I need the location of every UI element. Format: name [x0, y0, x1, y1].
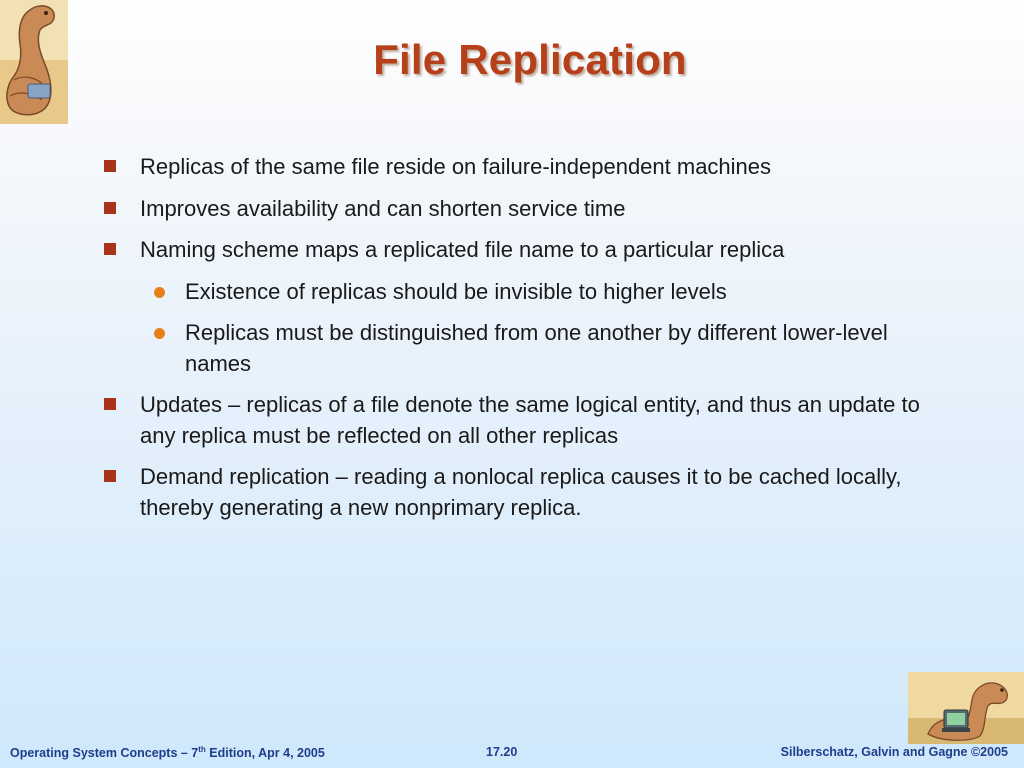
square-bullet-icon — [104, 470, 116, 482]
bullet-item — [100, 390, 920, 451]
sub-bullet-text: Existence of replicas should be invisible to higher levels — [185, 278, 727, 304]
bullet-text: Naming scheme maps a replicated file name to a particular replica — [140, 237, 785, 262]
bullet-text: Improves availability and can shorten service time — [140, 195, 626, 221]
square-bullet-icon — [104, 160, 116, 172]
footer-book-info: Operating System Concepts – 7th Edition, Apr 4, 2005 — [10, 745, 325, 761]
square-bullet-icon — [104, 398, 116, 410]
sub-bullet-item — [140, 277, 920, 308]
round-bullet-icon — [154, 328, 165, 339]
bullet-item — [100, 462, 920, 523]
footer-page-number: 17.20 — [486, 745, 518, 759]
sub-bullet-list — [140, 277, 920, 380]
bullet-list — [100, 152, 920, 534]
slide-title: File Replication — [373, 36, 687, 83]
bullet-text: Demand replication – reading a nonlocal replica causes it to be cached locally, thereby generating a new nonprimary replica. — [140, 464, 902, 520]
bullet-item — [100, 235, 920, 379]
bullet-item — [100, 152, 920, 183]
footer-copyright: Silberschatz, Galvin and Gagne ©2005 — [780, 745, 1008, 759]
bullet-item — [100, 194, 920, 225]
square-bullet-icon — [104, 202, 116, 214]
round-bullet-icon — [154, 287, 165, 298]
sub-bullet-text: Replicas must be distinguished from one another by different lower-level names — [185, 320, 888, 376]
sub-bullet-item — [140, 318, 920, 379]
square-bullet-icon — [104, 243, 116, 255]
dinosaur-computer-logo-icon — [908, 672, 1024, 744]
bullet-text: Updates – replicas of a file denote the same logical entity, and thus an update to any replica must be reflected on all other replicas — [140, 392, 920, 448]
bullet-text: Replicas of the same file reside on failure-independent machines — [140, 154, 772, 179]
